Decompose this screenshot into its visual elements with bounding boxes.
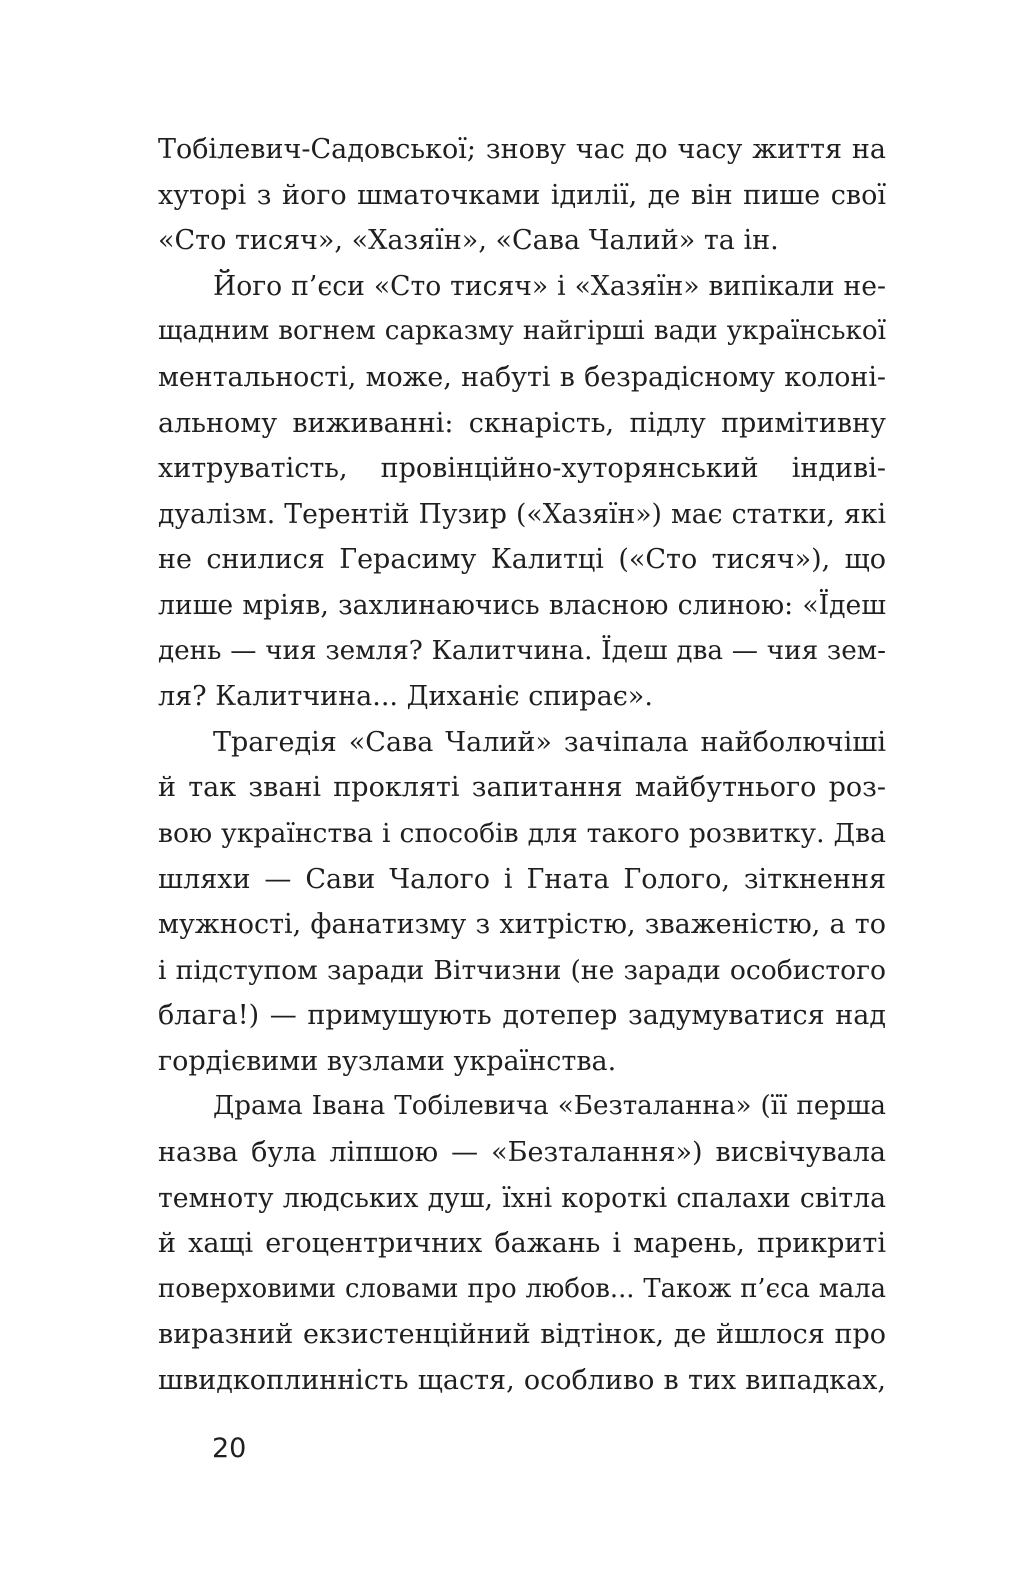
text-line: мужності, фанатизму з хитрістю, зваженістю, а то <box>158 909 886 941</box>
text-line: блага!) — примушують дотепер задумуватися над <box>158 1000 886 1032</box>
text-line: й так звані прокляті запитання майбутнього роз- <box>158 772 886 804</box>
text-line: щадним вогнем сарказму найгірші вади української <box>158 316 886 347</box>
text-line: шляхи — Сави Чалого і Гната Голого, зіткнення <box>158 863 886 895</box>
text-line: Його п’єси «Сто тисяч» і «Хазяїн» випікали не- <box>213 270 886 302</box>
text-line: лише мріяв, захлинаючись власною слиною: «Їдеш <box>158 589 886 621</box>
text-line: гордієвими вузлами українства. <box>158 1045 617 1077</box>
text-line: вою українства і способів для такого розвитку. Два <box>158 817 886 849</box>
text-line: темноту людських душ, їхні короткі спалахи світла <box>158 1182 886 1214</box>
text-line: дуалізм. Терентій Пузир («Хазяїн») має статки, які <box>158 498 886 530</box>
paragraph <box>158 127 886 264</box>
text-line: назва була ліпшою — «Безталання») висвічувала <box>158 1137 886 1169</box>
text-line: день — чия земля? Калитчина. Їдеш два — чия зем- <box>158 635 886 666</box>
text-line: поверховими словами про любов... Також п’єса мала <box>158 1273 886 1304</box>
text-line: хуторі з його шматочками ідилії, де він пише свої <box>158 179 886 211</box>
text-line: ля? Калитчина... Диханіє спирає». <box>158 681 653 713</box>
text-line: й хащі егоцентричних бажань і марень, прикриті <box>158 1228 886 1260</box>
body-text <box>158 127 886 1404</box>
text-line: Драма Івана Тобілевича «Безталанна» (її перша <box>213 1091 886 1122</box>
text-line: швидкоплинність щастя, особливо в тих випадках, <box>158 1365 886 1397</box>
text-line: ментальності, може, набуті в безрадісному колоні- <box>158 361 886 393</box>
text-line: «Сто тисяч», «Хазяїн», «Сава Чалий» та ін. <box>158 225 779 257</box>
text-line: хитруватість, провінційно-хуторянський індиві- <box>158 453 886 485</box>
text-line: виразний екзистенційний відтінок, де йшлося про <box>158 1319 886 1351</box>
paragraph <box>158 264 886 720</box>
text-line: альному виживанні: скнарість, підлу примітивну <box>158 407 886 439</box>
page-number: 20 <box>212 1433 247 1464</box>
text-line: і підступом заради Вітчизни (не заради особистого <box>158 954 886 986</box>
text-line: Трагедія «Сава Чалий» зачіпала найболючіші <box>213 726 886 758</box>
text-line: не снилися Герасиму Калитці («Сто тисяч»), що <box>158 544 886 576</box>
paragraph <box>158 1084 886 1403</box>
text-line: Тобілевич-Садовської; знову час до часу життя на <box>158 134 886 165</box>
paragraph <box>158 720 886 1085</box>
